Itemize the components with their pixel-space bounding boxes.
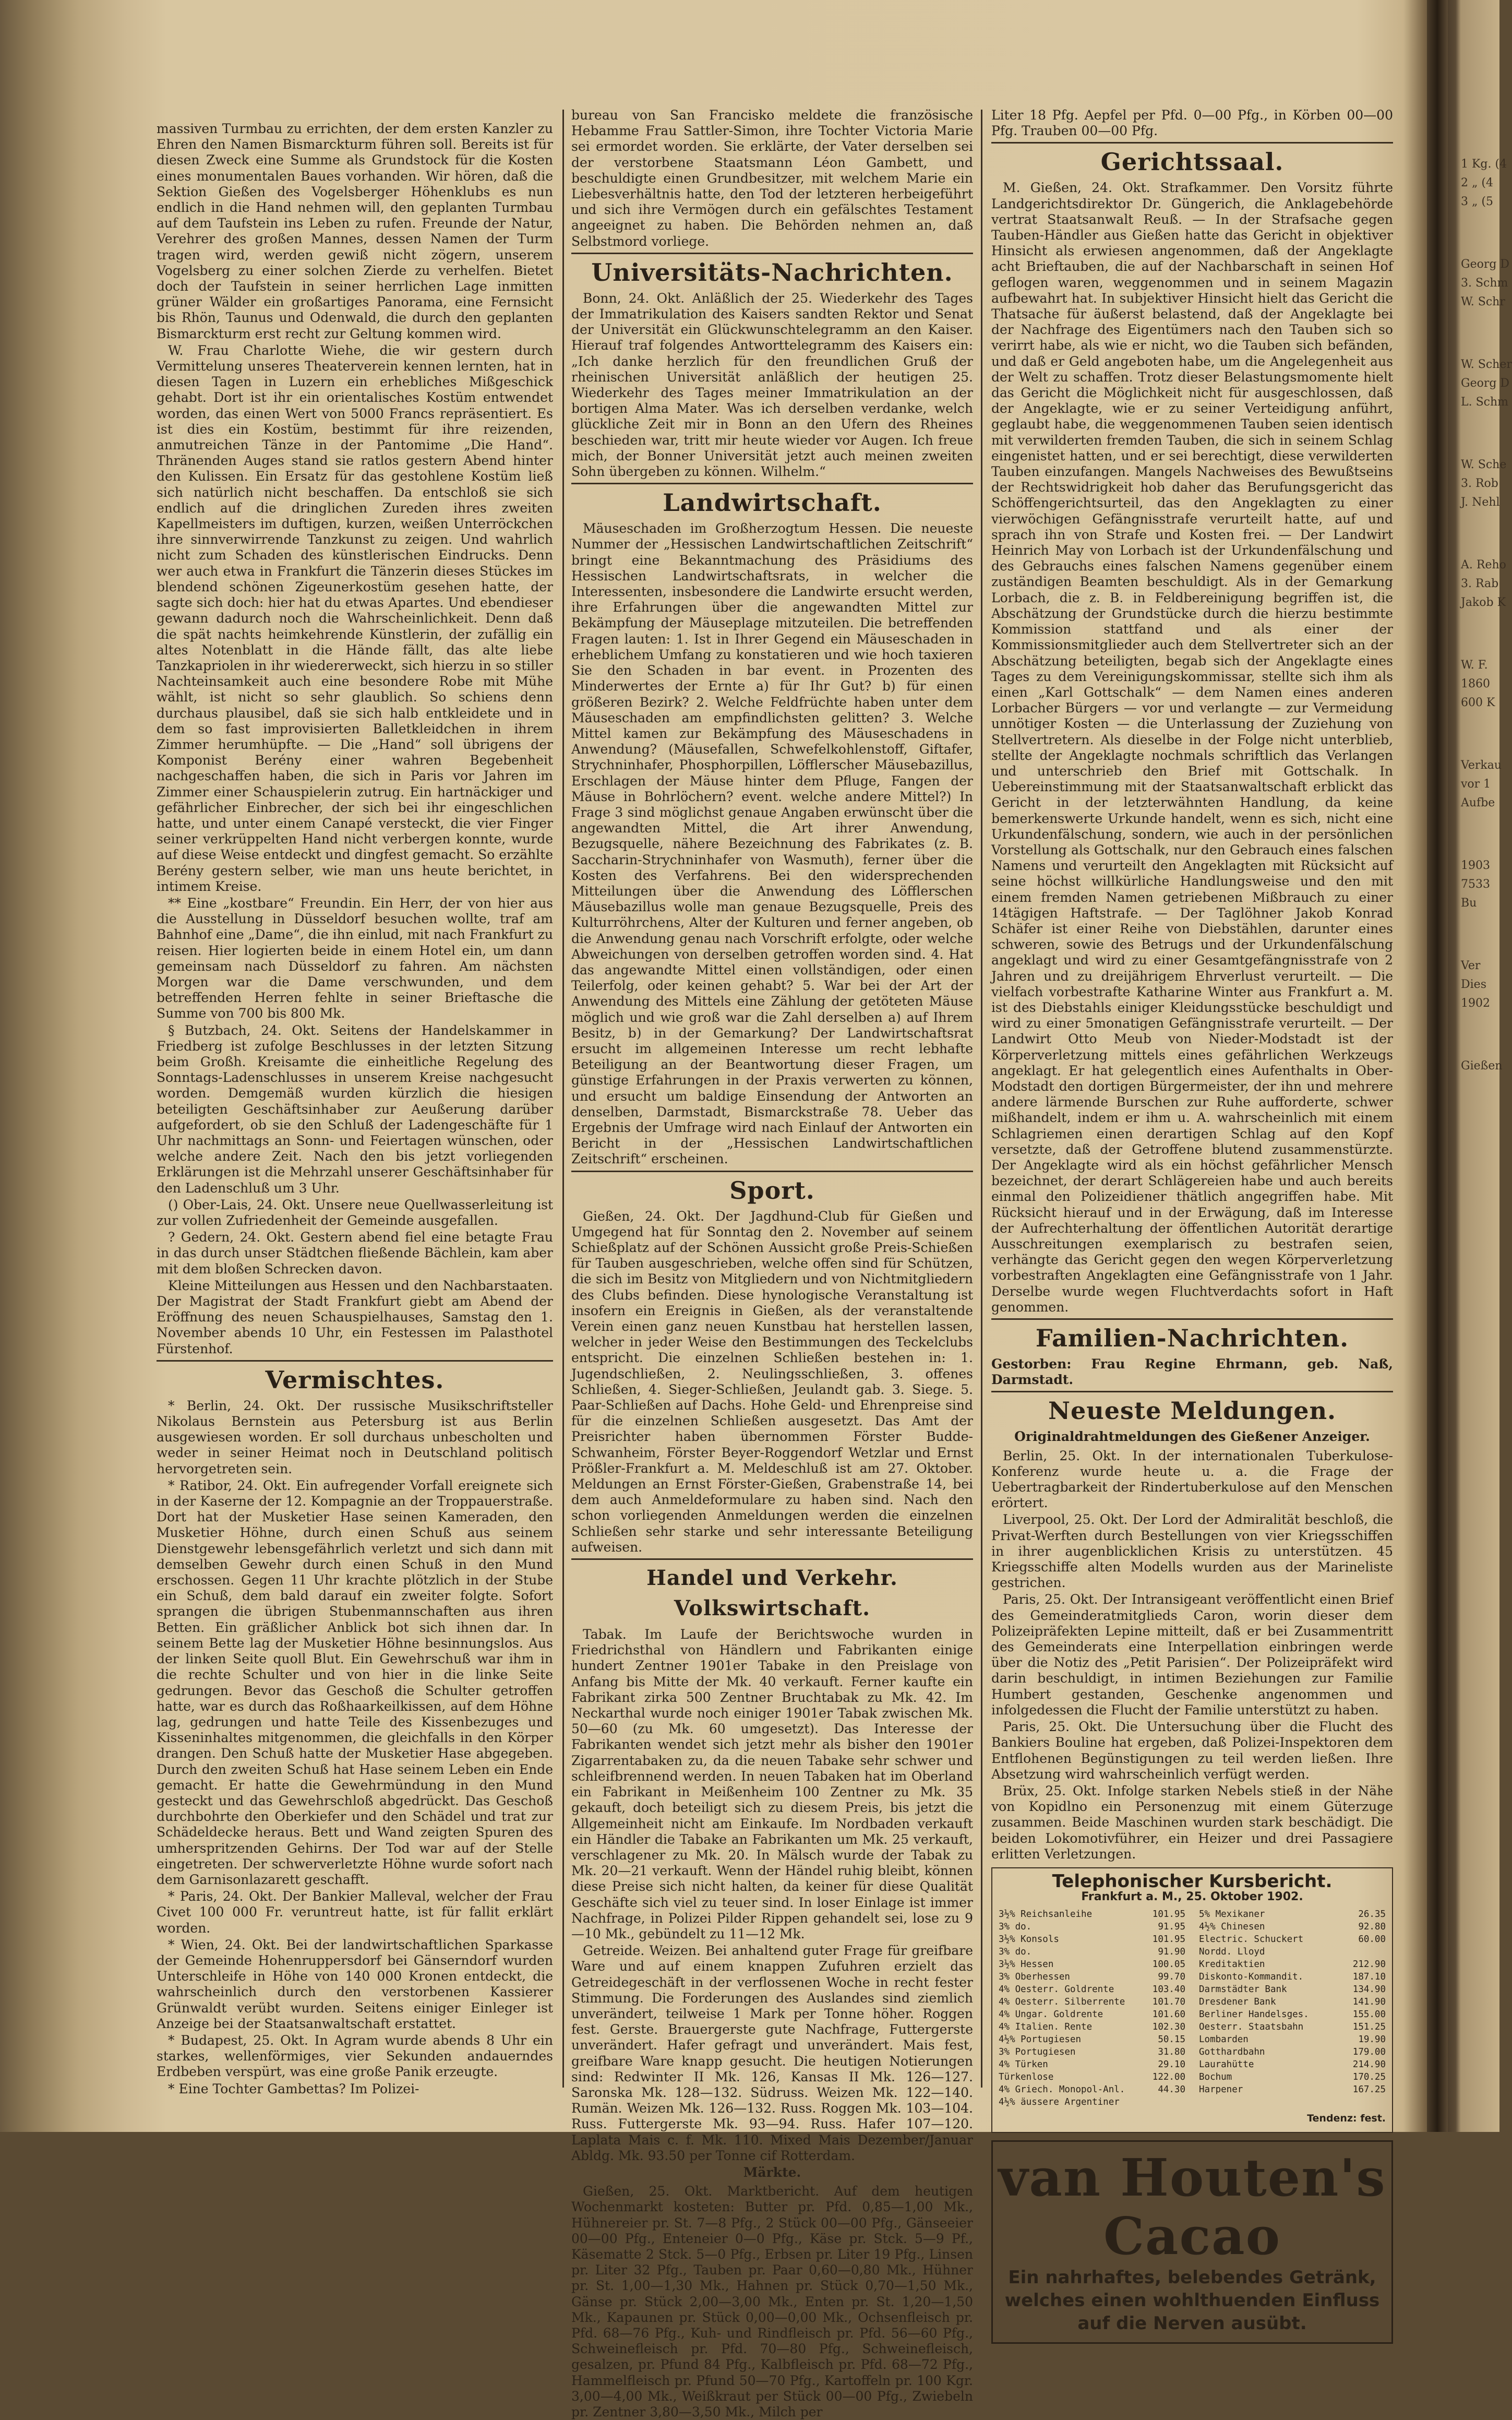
section-heading-vermischtes: Vermischtes. (265, 1365, 445, 1394)
stock-value: 44.30 (1158, 2084, 1185, 2095)
stock-row (999, 1971, 1185, 1983)
stock-name: 3½% Reichsanleihe (999, 1909, 1093, 1920)
stock-row (1199, 1908, 1386, 1921)
stock-row (999, 2096, 1185, 2108)
stock-value: 179.00 (1352, 2047, 1386, 2058)
stock-row (999, 2071, 1185, 2083)
article-paragraph: massiven Turmbau zu errichten, der dem ersten Kanzler zu Ehren den Namen Bismarckturm führen soll. Bereits ist für diesen Zweck eine Summe als Grundstock für die Kosten eines monumentalen Baues vorhanden. Wir hören, daß die Sektion Gießen des Vogelsberger Höhenklubs es nun endlich in die Hand nehmen will, den geplanten Turmbau auf dem Taufstein ins Leben zu rufen. Freunde der Natur, Verehrer des großen Mannes, dessen Namen der Turm tragen wird, werden gewiß nicht zögern, unserem Vogelsberg zu einer solchen Zierde zu verhelfen. Bietet doch der Taufstein in seiner herrlichen Lage inmitten grüner Wälder ein großartiges Panorama, eine Fernsicht bis Rhön, Taunus und Odenwald, die durch den geplanten Bismarckturm erst recht zur Geltung kommen wird. (157, 121, 553, 341)
edge-fragment: Georg D (1461, 377, 1510, 390)
stock-value: 101.95 (1152, 1909, 1185, 1920)
stock-row (1199, 1983, 1386, 1996)
stock-name: 4% Oesterr. Goldrente (999, 1984, 1114, 1995)
stock-name: 3% Portugiesen (999, 2047, 1076, 2058)
stock-row (1199, 2083, 1386, 2096)
stock-value: 100.05 (1152, 1959, 1185, 1970)
stock-value: 103.40 (1152, 1984, 1185, 1995)
section-rule (991, 142, 1393, 144)
column-2 (571, 108, 973, 2420)
article-paragraph: * Ratibor, 24. Okt. Ein aufregender Vorfall ereignete sich in der Kaserne der 12. Kompagnie an der Troppauerstraße. Dort hat der Musketier Hase seinen Kameraden, den Musketier Höhne, durch einen Schuß aus seinem Dienstgewehr lebensgefährlich verletzt und sich dann mit demselben Gewehr durch einen Schuß in den Mund erschossen. Gegen 11 Uhr krachte plötzlich in der Stube ein Schuß, dem bald darauf ein zweiter folgte. Sofort sprangen die übrigen Stubenmannschaften aus ihren Betten. Ein gräßlicher Anblick bot sich ihnen dar. In seinem Bette lag der Musketier Höhne besinnungslos. Aus der linken Seite quoll Blut. Ein Gewehrschuß war ihm in die rechte Schulter und von hier in die linke Seite gedrungen. Bevor das Geschoß die Schulter getroffen hatte, war es durch das Roßhaarkeilkissen, auf dem Höhne lag, gedrungen und hatte Teile des Kissenbezuges und Kisseninhaltes mitgenommen, die gleichfalls in den Körper drangen. Den Schuß hatte der Musketier Hase abgegeben. Durch den zweiten Schuß hat Hase seinem Leben ein Ende gemacht. Er hatte die Gewehrmündung in den Mund gesteckt und das Gewehrschloß abgedrückt. Das Geschoß durchbohrte den Oberkiefer und den Schädel und trat zur Schädeldecke heraus. Bett und Wand zeigten Spuren des umherspritzenden Gehirns. Der Tod war auf der Stelle eingetreten. Der schwerverletzte Höhne wurde sofort nach dem Garnisonlazarett geschafft. (157, 1477, 553, 1887)
stock-row (1199, 1921, 1386, 1933)
stock-value: 155.00 (1352, 2009, 1386, 2020)
stock-row (999, 1933, 1185, 1946)
section-rule (991, 1318, 1393, 1320)
stock-name: Lombarden (1199, 2034, 1249, 2045)
stock-value: 101.70 (1152, 1997, 1185, 2008)
stock-name: 3½% Hessen (999, 1959, 1054, 1970)
edge-fragment: Dies (1461, 978, 1486, 991)
column-rule (981, 110, 982, 2088)
stock-name: Darmstädter Bank (1199, 1984, 1287, 1995)
column-1 (157, 121, 553, 2096)
edge-fragment: Jakob K (1461, 596, 1506, 609)
stock-row (999, 2033, 1185, 2046)
stock-value: 101.60 (1152, 2009, 1185, 2020)
edge-fragment: 1860 (1461, 677, 1490, 690)
edge-fragment: 1902 (1461, 997, 1490, 1010)
edge-fragment: 1 Kg. (4 (1461, 158, 1507, 171)
article-paragraph: Paris, 25. Okt. Der Intransigeant veröffentlicht einen Brief des Gemeinderatmitglieds Caron, worin dieser dem Polizeipräfekten Lepine mitteilt, daß er bei Zusammentritt des Gemeinderats eine Interpellation einbringen werde über die Notiz des „Petit Parisien“. Der Polizeipräfekt wird darin beschuldigt, in intimen Beziehungen zur Familie Humbert gestanden, Geschenke angenommen und infolgedessen die Flucht der Familie unterstützt zu haben. (991, 1592, 1393, 1718)
edge-fragment: 2 „ (4 (1461, 176, 1493, 189)
stock-name: 3½% Konsols (999, 1934, 1059, 1945)
article-paragraph: ** Eine „kostbare“ Freundin. Ein Herr, der von hier aus die Ausstellung in Düsseldorf besuchen wollte, traf am Bahnhof eine „Dame“, die ihn einlud, mit nach Frankfurt zu reisen. Hier logierten beide in einem Hotel ein, um dann gemeinsam nach Düsseldorf zu fahren. Am nächsten Morgen war die Dame verschwunden, und dem betreffenden Herren fehlte in seiner Brieftasche die Summe von 700 bis 800 Mk. (157, 895, 553, 1021)
facing-page-edge-text (1461, 157, 1512, 1879)
stock-row (1199, 2008, 1386, 2021)
stock-name: Oesterr. Staatsbahn (1199, 2022, 1304, 2033)
stock-row (999, 1921, 1185, 1933)
stock-table (999, 1908, 1386, 2108)
stock-name: Gotthardbahn (1199, 2047, 1265, 2058)
article-paragraph: * Berlin, 24. Okt. Der russische Musikschriftsteller Nikolaus Bernstein aus Petersburg ist aus Berlin ausgewiesen worden. Er soll durchaus unbescholten und weder in seiner Heimat noch in Deutschland politisch hervorgetreten sein. (157, 1398, 553, 1476)
edge-fragment: Gießen (1461, 1059, 1503, 1072)
stock-value: 91.95 (1158, 1922, 1185, 1933)
advertisement-van-houten (991, 2140, 1393, 2344)
stock-row (999, 2046, 1185, 2058)
section-heading-familien: Familien-Nachrichten. (1035, 1324, 1349, 1353)
article-paragraph: § Butzbach, 24. Okt. Seitens der Handelskammer in Friedberg ist zufolge Beschlusses in der letzten Sitzung beim Großh. Kreisamte die einheitliche Regelung des Sonntags-Ladenschlusses in unserem Kreise nachgesucht worden. Demgemäß wurden kürzlich die hiesigen beteiligten Geschäftsinhaber zur Aeußerung darüber aufgefordert, ob sie den Schluß der Ladengeschäfte für 1 Uhr nachmittags an Sonn- und Feiertagen wünschen, oder welche andere Zeit. Nach den bis jetzt vorliegenden Erklärungen ist die Mehrzahl unserer Geschäftsinhaber für den Ladenschluß um 3 Uhr. (157, 1022, 553, 1196)
edge-fragment: 3. Rob (1461, 477, 1498, 490)
stock-name: Harpener (1199, 2084, 1243, 2095)
article-paragraph: Tabak. Im Laufe der Berichtswoche wurden in Friedrichsthal von Händlern und Fabrikanten einige hundert Zentner 1901er Tabake in den Preislage von Anfang bis Mitte der Mk. 40 verkauft. Ferner kaufte ein Fabrikant zirka 500 Zentner Bruchtabak zu Mk. 42. Im Neckarthal wurde noch einiger 1901er Tabak zwischen Mk. 50—60 (zu Mk. 60 umgesetzt). Das Interesse der Fabrikanten wendet sich jetzt mehr als bisher den 1901er Zigarrentabaken zu, da die neuen Tabake sehr schwer und schleifbrennend werden. In neuen Tabaken hat im Oberland ein Fabrikant in Meißenheim 100 Zentner zu Mk. 35 gekauft, doch beteiligt sich zu diesem Preis, bis jetzt die Allgemeinheit nicht am Einkaufe. Im Nordbaden verkauft ein Händler die Tabake an Fabrikanten um Mk. 25 verkauft, verschlagener zu Mk. 20. In Mälsch wurde der Tabak zu Mk. 20—21 verkauft. Wenn der Händel ruhig bleibt, können diese Preise sich nicht halten, da keiner für diese Qualität Geschäfte sich viel zu teuer sind. In loser Einlage ist immer Nachfrage, in Polizei Pilder Rippen gehandelt sei, lose zu 9—10 Mk., gebündelt zu 11—12 Mk. (571, 1627, 973, 1941)
article-paragraph: Berlin, 25. Okt. In der internationalen Tuberkulose-Konferenz wurde heute u. a. die Frage der Uebertragbarkeit der Rindertuberkulose auf den Menschen erörtert. (991, 1448, 1393, 1511)
section-rule (571, 253, 973, 254)
stock-value: 99.70 (1158, 1972, 1185, 1983)
stock-report-date: Frankfurt a. M., 25. Oktober 1902. (1081, 1890, 1303, 1904)
stock-name: 4% Ungar. Goldrente (999, 2009, 1103, 2020)
article-paragraph: W. Frau Charlotte Wiehe, die wir gestern durch Vermittelung unseres Theaterverein kennen lernten, hat in diesen Tagen in Luzern ein erhebliches Mißgeschick gehabt. Dort ist ihr ein orientalisches Kostüm entwendet worden, das einen Wert von 5000 Francs repräsentiert. Es ist dies ein Kostüm, bestimmt für ihre reizenden, anmutreichen Tänze in der Pantomime „Die Hand“. Thränenden Auges stand sie ratlos gestern Abend hinter den Kulissen. Ein Ersatz für das gestohlene Kostüm ließ sich natürlich nicht beschaffen. Da entschloß sie sich endlich auf die dringlichen Zureden ihres zweiten Kapellmeisters im duftigen, kurzen, weißen Unterröckchen ihre sinnverwirrende Tanzkunst zu zeigen. Und wahrlich nicht zum Schaden des künstlerischen Eindrucks. Denn wer auch etwa in Frankfurt die Tänzerin dieses Stückes im blendend schönen Zigeunerkostüm gesehen hatte, der sagte sich doch: hier hat du etwas Apartes. Und ebendieser gewann dadurch noch die Wahrscheinlichkeit. Denn daß die spät nachts heimkehrende Künstlerin, der zufällig ein altes Notenblatt in die Hände fällt, das alte liebe Tanzkapriolen in ihr wiedererweckt, sich hierzu in so stiller Nachteinsamkeit auch eine besondere Robe mit Mühe wählt, ist nicht so sehr glaublich. So schiens denn durchaus plausibel, daß sie sich halb entkleidete und in dem so fast improvisierten Balletkleidchen in ihrem Zimmer herumhüpfte. — Die „Hand“ soll übrigens der Komponist Berény einer wahren Begebenheit nachgeschaffen haben, die sich in Paris vor Jahren im Zimmer einer Schauspielerin zutrug. Ein hartnäckiger und gefährlicher Einbrecher, der sich bei ihr eingeschlichen hatte, und unter einem Canapé versteckt, die vier Finger seiner verkrüppelten Hand nicht verbergen konnte, wurde auf diese Weise entdeckt und dingfest gemacht. So erzählte Berény gestern selber, wie man uns heute berichtet, in intimem Kreise. (157, 342, 553, 894)
section-heading-universitaet: Universitäts-Nachrichten. (591, 258, 953, 287)
stock-value: 187.10 (1352, 1972, 1386, 1983)
edge-fragment: 1903 (1461, 859, 1490, 872)
ad-text-line: Ein nahrhaftes, belebendes Getränk, (1008, 2267, 1376, 2288)
stock-row (1199, 2021, 1386, 2033)
article-paragraph: Brüx, 25. Okt. Infolge starken Nebels stieß in der Nähe von Kopidlno ein Personenzug mit einem Güterzuge zusammen. Beide Maschinen wurden stark beschädigt. Die beiden Lokomotivführer, ein Heizer und drei Passagiere erlitten Verletzungen. (991, 1783, 1393, 1862)
stock-name: 4½% Portugiesen (999, 2034, 1082, 2045)
ad-text-line: welches einen wohlthuenden Einfluss (1004, 2290, 1380, 2311)
stock-name: Nordd. Lloyd (1199, 1947, 1265, 1958)
article-paragraph: Kleine Mitteilungen aus Hessen und den Nachbarstaaten. Der Magistrat der Stadt Frankfurt giebt am Abend der Eröffnung des neuen Schauspielhauses, Samstag den 1. November abends 10 Uhr, ein Festessen im Palasthotel Fürstenhof. (157, 1278, 553, 1356)
section-rule (157, 1360, 553, 1362)
stock-name: Electric. Schuckert (1199, 1934, 1304, 1945)
edge-fragment: Georg D (1461, 258, 1510, 271)
edge-fragment: Verkau (1461, 759, 1502, 772)
section-heading-neueste: Neueste Meldungen. (1048, 1397, 1337, 1425)
section-rule (571, 1558, 973, 1560)
stock-name: Laurahütte (1199, 2059, 1254, 2070)
stock-name: Berliner Handelsges. (1199, 2009, 1309, 2020)
article-paragraph: Gestorben: Frau Regine Ehrmann, geb. Naß, Darmstadt. (991, 1356, 1393, 1388)
stock-table-right (1199, 1908, 1386, 2108)
stock-name: 4% Griech. Monopol-Anl. (999, 2084, 1125, 2095)
section-heading-landwirtschaft: Landwirtschaft. (663, 488, 882, 517)
column-3 (991, 108, 1393, 2334)
stock-value: 102.30 (1152, 2022, 1185, 2033)
edge-fragment: J. Nehl (1461, 496, 1500, 509)
article-paragraph: Getreide. Weizen. Bei anhaltend guter Frage für greifbare Ware und auf einem knappen Zufuhren erzielt das Getreidegeschäft in der verflossenen Woche in recht fester Stimmung. Die Forderungen des Auslandes sind ziemlich unverändert, teilweise 1 Mark per Tonne höher. Roggen fest. Gerste. Brauergerste gute Nachfrage, Futtergerste unverändert. Hafer gefragt und unverändert. Mais fest, greifbare Ware knapp gesucht. Die heutigen Notierungen sind: Redwinter II Mk. 126, Kansas II Mk. 126—127. Saronska Mk. 128—132. Südruss. Weizen Mk. 122—140. Rumän. Weizen Mk. 126—132. Russ. Roggen Mk. 103—104. Russ. Futtergerste Mk. 93—94. Russ. Hafer 107—120. Laplata Mais c. f. Mk. 110. Mixed Mais Dezember/Januar Abldg. Mk. 93.50 per Tonne cif Rotterdam. (571, 1943, 973, 2163)
stock-name: Türkenlose (999, 2072, 1054, 2083)
stock-row (999, 1996, 1185, 2008)
stock-value: 19.90 (1358, 2034, 1386, 2045)
subheading-drahtmeldungen: Originaldrahtmeldungen des Gießener Anzeiger. (1014, 1429, 1370, 1445)
stock-row (1199, 1946, 1386, 1958)
article-paragraph: () Ober-Lais, 24. Okt. Unsere neue Quellwasserleitung ist zur vollen Zufriedenheit der Gemeinde ausgefallen. (157, 1197, 553, 1229)
stock-name: 4½% äussere Argentiner (999, 2097, 1120, 2108)
stock-table-left (999, 1908, 1185, 2108)
edge-fragment: 3. Rab (1461, 577, 1499, 590)
article-paragraph: bureau von San Francisko meldete die französische Hebamme Frau Sattler-Simon, ihre Tochter Victoria Marie sei ermordet worden. Sie erklärte, der Vater derselben sei der verstorbene Staatsmann Léon Gambett, und beschuldigte einen Grundbesitzer, mit welchem Marie ein Liebesverhältnis hatte, den Tod der letzteren herbeigeführt und sich ihre Vermögen durch ein gefälschtes Testament angeeignet zu haben. Die Behörden nehmen an, daß Selbstmord vorliege. (571, 108, 973, 249)
stock-name: 3% do. (999, 1922, 1032, 1933)
edge-fragment: vor 1 (1461, 778, 1491, 791)
stock-value: 122.00 (1152, 2072, 1185, 2083)
article-paragraph: Gießen, 24. Okt. Der Jagdhund-Club für Gießen und Umgegend hat für Sonntag den 2. November auf seinem Schießplatz auf der Schönen Aussicht große Preis-Schießen für Tauben ausgeschrieben, welche offen sind für Schützen, die sich im Besitz von Mitgliedern und von Nichtmitgliedern des Clubs befinden. Diese hynologische Veranstaltung ist insofern ein Ereignis in Gießen, als der veranstaltende Verein einen ganz neuen Kunstbau hat herstellen lassen, welcher in jeder Weise den Bestimmungen des Teckelclubs entspricht. Die einzelnen Schließen bestehen in: 1. Jugendschließen, 2. Neulingsschließen, 3. offenes Schließen, 4. Sieger-Schließen, Jeulandt gab. 3. Siege. 5. Paar-Schließen auf Dachs. Hohe Geld- und Ehrenpreise sind für die einzelnen Schließen ausgesetzt. Das Amt der Preisrichter haben übernommen Förster Budde-Schwanheim, Förster Beyer-Roggendorf Wetzlar und Ernst Prößler-Frankfurt a. M. Meldeschluß ist am 27. Oktober. Meldungen an Ernst Förster-Gießen, Grabenstraße 14, bei dem auch Anmeldeformulare zu haben sind. Nach den schon vorliegenden Anmeldungen werden die einzelnen Schließen sehr starke und sehr interessante Beteiligung aufweisen. (571, 1208, 973, 1555)
stock-value: 151.25 (1352, 2022, 1386, 2033)
section-heading-gerichtssaal: Gerichtssaal. (1100, 148, 1284, 176)
article-paragraph: Bonn, 24. Okt. Anläßlich der 25. Wiederkehr des Tages der Immatrikulation des Kaisers sandten Rektor und Senat der Universität ein Glückwunschtelegramm an den Kaiser. Hierauf traf folgendes Antworttelegramm des Kaisers ein: „Ich danke herzlich für den freundlichen Gruß der rheinischen Universität anläßlich der heutigen 25. Wiederkehr des Tages meiner Immatrikulation an der bortigen Alma Mater. Was ich derselben verdanke, welch glückliche Zeit mir in Bonn an den Ufern des Rheines beschieden war, tritt mir heute wieder vor Augen. Ich freue mich, der Bonner Universität jetzt auch meinen zweiten Sohn übergeben zu können. Wilhelm.“ (571, 290, 973, 480)
section-heading-handel: Handel und Verkehr. Volkswirtschaft. (646, 1566, 898, 1621)
stock-value: 141.90 (1352, 1997, 1386, 2008)
stock-row (999, 1946, 1185, 1958)
stock-name: Diskonto-Kommandit. (1199, 1972, 1304, 1983)
stock-row (1199, 1958, 1386, 1971)
stock-row (1199, 1971, 1386, 1983)
stock-value: 60.00 (1358, 1934, 1386, 1945)
edge-fragment: 7533 (1461, 878, 1490, 891)
stock-name: Dresdener Bank (1199, 1997, 1276, 2008)
edge-fragment: W. Sche (1461, 458, 1507, 471)
edge-fragment: Aufbe (1461, 796, 1495, 809)
stock-row (999, 1983, 1185, 1996)
edge-fragment: W. F. (1461, 659, 1488, 672)
stock-row (1199, 1933, 1386, 1946)
article-paragraph: Paris, 25. Okt. Die Untersuchung über die Flucht des Bankiers Bouline hat ergeben, daß Polizei-Inspektoren dem Entflohenen Begünstigungen zu teil werden ließen. Ihre Absetzung wird wahrscheinlich verfügt werden. (991, 1719, 1393, 1782)
edge-fragment: L. Schm (1461, 396, 1509, 409)
stock-row (1199, 1996, 1386, 2008)
stock-value: 50.15 (1158, 2034, 1185, 2045)
stock-name: 4% Italien. Rente (999, 2022, 1093, 2033)
stock-value: 167.25 (1352, 2084, 1386, 2095)
article-paragraph: M. Gießen, 24. Okt. Strafkammer. Den Vorsitz führte Landgerichtsdirektor Dr. Güngerich, die Anklagebehörde vertrat Staatsanwalt Reuß. — In der Strafsache gegen Tauben-Händler aus Gießen hatte das Gericht in objektiver Hinsicht als erwiesen angenommen, daß der Angeklagte acht Brieftauben, die auf der Nachbarschaft in seinen Hof geflogen waren, weggenommen und in seinem Magazin aufbewahrt hat. In subjektiver Hinsicht hielt das Gericht die Thatsache für äußerst belastend, daß der Angeklagte bei der Nachfrage des Eigentümers nach den Tauben sich so verirrt habe, als wie er nicht, wo die Tauben sich befänden, und daß er Geld angeboten habe, um die Angelegenheit aus der Welt zu schaffen. Trotz dieser Belastungsmomente hielt das Gericht die Möglichkeit nicht für ausgeschlossen, daß der Angeklagte, wie er zu seiner Verteidigung anführt, geglaubt habe, die weggenommenen Tauben seien identisch mit verwilderten fremden Tauben, die sich in seinem Schlag eingenistet hatten, und er sei berechtigt, diese verwilderten Tauben einzufangen. Mangels Nachweises des Bewußtseins der Rechtswidrigkeit hob daher das Berufungsgericht das Schöffengerichtsurteil, das den Angeklagten zu einer vierwöchigen Gefängnisstrafe verurteilt hatte, auf und sprach ihn von Strafe und Kosten frei. — Der Landwirt Heinrich May von Lorbach ist der Urkundenfälschung und des Gebrauchs eines falschen Namens gegenüber einem zuständigen Beamten beschuldigt. Als in der Gemarkung Lorbach, die z. B. in Feldbereinigung begriffen ist, die Abschätzung der Grundstücke durch die hierzu bestimmte Kommission stattfand und als einer der Kommissionsmitglieder auch dem Stellvertreter sich an der Abschätzung beteiligten, begab sich der Angeklagte eines Tages zu dem Vereinigungskommissar, stellte sich ihm als einen „Karl Gottschalk“ — dem Namen eines anderen Lorbacher Bürgers — vor und verlangte — zur Vermeidung unnötiger Kosten — die Unterlassung der Zuziehung von Stellvertretern. Als dieselbe in der Folge nicht unterblieb, stellte der Angeklagte nochmals schriftlich das Verlangen und unterschrieb den Brief mit Gottschalk. In Uebereinstimmung mit der Staatsanwaltschaft erblickt das Gericht in der letzterwähnten Handlung, da keine bemerkenswerte Urkunde handelt, wenn es sich, nicht eine Urkundenfälschung, sondern, wie auch in der persönlichen Vorstellung als Gottschalk, nur den Gebrauch eines falschen Namens und verurteilt den Angeklagten mit Rücksicht auf seine höchst willkürliche Handlungsweise und den mit einem fremden Namen getriebenen Mißbrauch zu einer 14tägigen Haftstrafe. — Der Taglöhner Jakob Konrad Schäfer ist einer Reihe von Diebstählen, darunter eines schweren, sowie des Betrugs und der Urkundenfälschung angeklagt und wird zu einer Gesamtgefängnisstrafe von 2 Jahren und zu dreijährigem Ehrverlust verurteilt. — Die vielfach vorbestrafte Katharine Winter aus Frankfurt a. M. ist des Diebstahls einiger Kleidungsstücke beschuldigt und wird zu einer 5monatigen Gefängnisstrafe verurteilt. — Der Landwirt Otto Meub von Nieder-Modstadt ist der Körperverletzung mittels eines gefährlichen Werkzeugs angeklagt. Er hat gelegentlich eines Aufenthalts in Ober-Modstadt den dortigen Bürgermeister, der ihn und mehrere andere lärmende Burschen zur Ruhe aufforderte, schwer mißhandelt, indem er ihm u. A. wahrscheinlich mit einem Schlagriemen einen derartigen Schlag auf den Kopf versetzte, daß der Getroffene blutend zusammenstürzte. Der Angeklagte wird als ein höchst gefährlicher Mensch bezeichnet, der derart Schlägereien habe und auch bereits einmal den Polizeidiener thätlich angegriffen habe. Mit Rücksicht hierauf und in der Erwägung, daß im Interesse der Aufrechterhaltung der öffentlichen Autorität derartige Ausschreitungen exemplarisch zu bestrafen seien, verhängte das Gericht gegen den wegen Körperverletzung vorbestraften Angeklagten eine Gefängnisstrafe von 1 Jahr. Derselbe wurde wegen Fluchtverdachts sofort in Haft genommen. (991, 180, 1393, 1315)
article-paragraph: * Eine Tochter Gambettas? Im Polizei- (168, 2081, 419, 2096)
article-paragraph: Liter 18 Pfg. Aepfel per Pfd. 0—00 Pfg., in Körben 00—00 Pfg. Trauben 00—00 Pfg. (991, 108, 1393, 139)
stock-name: Bochum (1199, 2072, 1232, 2083)
stock-name: 3% Oberhessen (999, 1972, 1070, 1983)
ad-logo: van Houten's Cacao (998, 2148, 1386, 2267)
stock-value: 212.90 (1352, 1959, 1386, 1970)
edge-fragment: A. Reho (1461, 558, 1506, 571)
subheading-maerkte: Märkte. (743, 2164, 801, 2180)
stock-row (999, 2083, 1185, 2096)
stock-value: 214.90 (1352, 2059, 1386, 2070)
stock-name: 4% Oesterr. Silberrente (999, 1997, 1125, 2008)
edge-fragment: 3. Schm (1461, 277, 1508, 290)
column-rule (562, 110, 564, 2088)
stock-value: 134.90 (1352, 1984, 1386, 1995)
stock-value: 29.10 (1158, 2059, 1185, 2070)
stock-name: Kreditaktien (1199, 1959, 1265, 1970)
stock-name: 3% do. (999, 1947, 1032, 1958)
stock-row (1199, 2071, 1386, 2083)
edge-fragment: 3 „ (5 (1461, 195, 1493, 208)
book-gutter (1427, 0, 1448, 2132)
section-rule (571, 483, 973, 484)
article-paragraph: Gießen, 25. Okt. Marktbericht. Auf dem heutigen Wochenmarkt kosteten: Butter pr. Pfd. 0,85—1,00 Mk., Hühnereier pr. St. 7—8 Pfg., 2 Stück 00—00 Pfg., Gänseeier 00—00 Pfg., Enteneier 0—0 Pfg., Käse pr. Stck. 5—9 Pf., Käsematte 2 Stck. 5—0 Pfg., Erbsen pr. Liter 19 Pfg., Linsen pr. Liter 32 Pfg., Tauben pr. Paar 0,60—0,80 Mk., Hühner pr. St. 1,00—1,30 Mk., Hahnen pr. Stück 0,70—1,50 Mk., Gänse pr. Stück 2,00—3,00 Mk., Enten pr. St. 1,20—1,50 Mk., Kapaunen pr. Stück 0,00—0,00 Mk., Ochsenfleisch pr. Pfd. 68—76 Pfg., Kuh- und Rindfleisch pr. Pfd. 56—60 Pfg., Schweinefleisch pr. Pfd. 70—80 Pfg., Schweinefleisch, gesalzen, pr. Pfund 84 Pfg., Kalbfleisch pr. Pfd. 68—72 Pfg., Hammelfleisch pr. Pfund 50—70 Pfg., Kartoffeln pr. 100 Kgr. 3,00—4,00 Mk., Weißkraut per Stück 00—00 Pfg., Zwiebeln pr. Zentner 3,80—3,50 Mk., Milch per (571, 2184, 973, 2420)
section-rule (991, 1391, 1393, 1392)
edge-fragment: W. Scher (1461, 358, 1512, 371)
stock-value: 26.35 (1358, 1909, 1386, 1920)
stock-value: 92.80 (1358, 1922, 1386, 1933)
stock-report-title: Telephonischer Kursbericht. (1052, 1870, 1333, 1892)
stock-row (999, 1958, 1185, 1971)
stock-name: 5% Mexikaner (1199, 1909, 1265, 1920)
ad-text-line: auf die Nerven ausübt. (1077, 2312, 1307, 2334)
stock-report-box (991, 1867, 1393, 2133)
stock-value: 91.90 (1158, 1947, 1185, 1958)
stock-row (1199, 2033, 1386, 2046)
stock-name: 4% Türken (999, 2059, 1048, 2070)
edge-fragment: Bu (1461, 897, 1477, 910)
article-paragraph: Liverpool, 25. Okt. Der Lord der Admiralität beschloß, die Privat-Werften durch Bestellungen von vier Kriegsschiffen in ihrer augenblicklichen Krisis zu unterstützen. 45 Kriegsschiffe alten Modells wurden aus der Marineliste gestrichen. (991, 1512, 1393, 1591)
stock-row (999, 2021, 1185, 2033)
article-paragraph: * Paris, 24. Okt. Der Bankier Malleval, welcher der Frau Civet 100 000 Fr. veruntreut hatte, ist für fallit erklärt worden. (157, 1889, 553, 1936)
stock-row (1199, 2046, 1386, 2058)
article-paragraph: * Wien, 24. Okt. Bei der landwirtschaftlichen Sparkasse der Gemeinde Hohenruppersdorf bei Gänserndorf wurden Unterschleife in Höhe von 140 000 Kronen entdeckt, die wahrscheinlich durch den verstorbenen Kassierer Grünwaldt verübt wurden. Seitens einiger Einleger ist Anzeige bei der Staatsanwaltschaft erstattet. (157, 1937, 553, 2031)
stock-value: 31.80 (1158, 2047, 1185, 2058)
edge-fragment: 600 K (1461, 696, 1495, 709)
stock-row (999, 2058, 1185, 2071)
stock-value: 170.25 (1352, 2072, 1386, 2083)
article-paragraph: * Budapest, 25. Okt. In Agram wurde abends 8 Uhr ein starkes, wellenförmiges, vier Sekunden andauerndes Erdbeben verspürt, was eine große Panik erzeugte. (157, 2032, 553, 2080)
edge-fragment: W. Schr (1461, 295, 1505, 308)
stock-row (1199, 2058, 1386, 2071)
stock-tendency: Tendenz: fest. (1307, 2113, 1386, 2125)
stock-value: 101.95 (1152, 1934, 1185, 1945)
section-heading-sport: Sport. (729, 1176, 815, 1205)
article-paragraph: Mäuseschaden im Großherzogtum Hessen. Die neueste Nummer der „Hessischen Landwirtschaftlichen Zeitschrift“ bringt eine Bekanntmachung des Präsidiums des Hessischen Landwirtschaftsrats, in welcher die Interessenten, insbesondere die Landwirte ersucht werden, ihre Erfahrungen über die angewandten Mittel zur Bekämpfung der Mäuseplage mitzuteilen. Die betreffenden Fragen lauten: 1. Ist in Ihrer Gegend ein Mäuseschaden in erheblichem Umfang zu konstatieren und wie hoch taxieren Sie den Schaden in bar event. in Prozenten des Minderwertes der Ernte a) für Ihr Gut? b) für einen größeren Bezirk? 2. Welche Feldfrüchte haben unter dem Mäuseschaden am empfindlichsten gelitten? 3. Welche Mittel kamen zur Bekämpfung des Mäuseschadens in Anwendung? (Mäusefallen, Schwefelkohlenstoff, Giftafer, Strychninhafer, Phosphorpillen, Löfflerscher Mäusebazillus, Erschlagen der Mäuse hinter dem Pfluge, Fangen der Mäuse in Bohrlöchern? event. welche andere Mittel?) In Frage 3 sind möglichst genaue Angaben erwünscht über die angewandten Mittel, die Art ihrer Anwendung, Bezugsquelle, nähere Bezeichnung des Fabrikates (z. B. Saccharin-Strychninhafer von Wasmuth), ferner über die Kosten des Verfahrens. Bei den widersprechenden Mitteilungen über die Anwendung des Löfflerschen Mäusebazillus wolle man genaue Bezugsquelle, Preis des Kulturröhrchens, Alter der Kulturen und ferner angeben, ob die Anwendung genau nach Vorschrift erfolgte, oder welche Abweichungen von derselben getroffen worden sind. 4. Hat das angewandte Mittel einen vollständigen, oder einen Teilerfolg, oder keinen gehabt? 5. War bei der Art der Anwendung des Mittels eine Zählung der getöteten Mäuse möglich und wie groß war die Zahl derselben a) auf Ihrem Besitz, b) in der Gemarkung? Der Landwirtschaftsrat ersucht im allgemeinen Interesse um recht lebhafte Beteiligung an der Beantwortung dieser Fragen, um günstige Erfahrungen in der Praxis verwerten zu können, und ersucht um baldige Einsendung der Antworten an denselben, Darmstadt, Bismarckstraße 78. Ueber das Ergebnis der Umfrage wird nach Einlauf der Antworten ein Bericht in der „Hessischen Landwirtschaftlichen Zeitschrift“ erscheinen. (571, 521, 973, 1167)
stock-row (999, 1908, 1185, 1921)
stock-name: 4½% Chinesen (1199, 1922, 1265, 1933)
edge-fragment: Ver (1461, 959, 1481, 972)
article-paragraph: ? Gedern, 24. Okt. Gestern abend fiel eine betagte Frau in das durch unser Städtchen fließende Bächlein, kam aber mit dem bloßen Schrecken davon. (157, 1230, 553, 1277)
stock-row (999, 2008, 1185, 2021)
section-rule (571, 1171, 973, 1172)
